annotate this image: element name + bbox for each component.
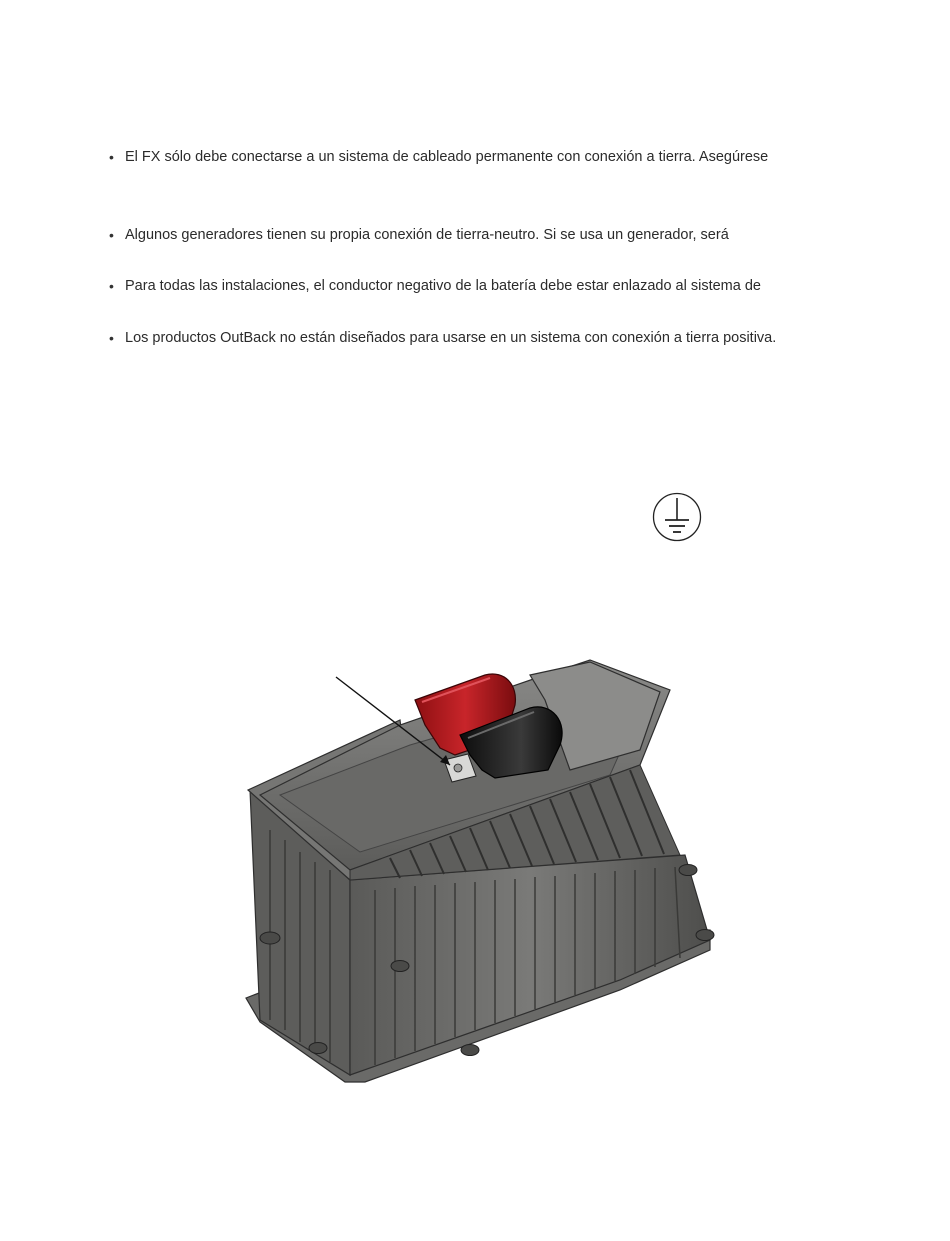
bullet-marker: • bbox=[109, 278, 114, 294]
bullet-marker: • bbox=[109, 149, 114, 165]
bullet-text: Los productos OutBack no están diseñados para usarse en un sistema con conexión a tierra positiva. bbox=[125, 330, 777, 346]
bullet-text: Algunos generadores tienen su propia conexión de tierra-neutro. Si se usa un generador, será bbox=[125, 227, 729, 243]
bullet-text: El FX sólo debe conectarse a un sistema de cableado permanente con conexión a tierra. Asegúrese bbox=[125, 149, 769, 165]
bullet-marker: • bbox=[109, 330, 114, 346]
ground-symbol-icon bbox=[652, 492, 702, 542]
bullet-text: Para todas las instalaciones, el conductor negativo de la batería debe estar enlazado al sistema de bbox=[125, 278, 761, 294]
bullet-marker: • bbox=[109, 227, 114, 243]
inverter-illustration bbox=[200, 630, 768, 1104]
